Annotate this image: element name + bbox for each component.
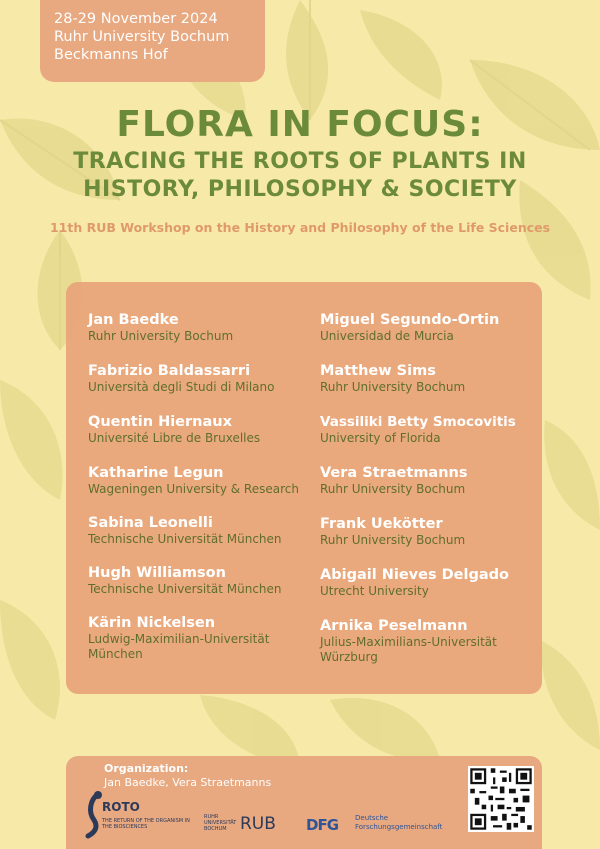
speaker-name: Fabrizio Baldassarri (88, 363, 251, 379)
workshop-name: 11th RUB Workshop on the History and Philosophy of the Life Sciences (49, 220, 551, 235)
speaker-affiliation: Università degli Studi di Milano (88, 380, 275, 394)
speaker-name: Jan Baedke (88, 312, 179, 328)
organizers: Jan Baedke, Vera Straetmanns (104, 776, 272, 789)
event-info-box (40, 0, 265, 82)
poster-subtitle (0, 148, 600, 204)
subtitle-line-2: HISTORY, PHILOSOPHY & SOCIETY (83, 177, 517, 202)
speaker-item (320, 465, 468, 497)
speaker-name: Katharine Legun (88, 465, 224, 481)
speaker-affiliation: Utrecht University (320, 584, 429, 598)
speaker-item (88, 565, 282, 597)
speaker-affiliation: Julius-Maximilians-Universität Würzburg (320, 635, 497, 664)
speaker-item (88, 414, 260, 446)
subtitle-line-1: TRACING THE ROOTS OF PLANTS IN (73, 149, 527, 174)
speaker-name: Miguel Segundo-Ortin (320, 312, 500, 328)
speaker-name: Vassiliki Betty Smocovitis (320, 414, 516, 430)
speaker-affiliation: Ruhr University Bochum (320, 533, 466, 547)
event-venue: Beckmanns Hof (54, 47, 168, 63)
speaker-affiliation: Ludwig-Maximilian-Universität München (88, 632, 270, 661)
speaker-affiliation: Technische Universität München (88, 582, 282, 596)
speaker-item (88, 312, 233, 344)
speaker-item (88, 465, 299, 497)
roto-name: ROTO (102, 800, 140, 814)
speaker-item (88, 363, 274, 395)
speaker-affiliation: Universidad de Murcia (320, 329, 454, 343)
speaker-affiliation: Wageningen University & Research (88, 482, 299, 496)
speaker-affiliation: Technische Universität München (88, 532, 282, 546)
rub-logo: RUB (240, 814, 276, 834)
speaker-name: Abigail Nieves Delgado (320, 567, 509, 583)
speaker-name: Sabina Leonelli (88, 515, 213, 531)
speaker-name: Kärin Nickelsen (88, 615, 216, 631)
speaker-name: Hugh Williamson (88, 565, 226, 581)
speaker-affiliation: Ruhr University Bochum (320, 380, 466, 394)
speaker-item (320, 312, 499, 344)
event-university: Ruhr University Bochum (54, 29, 230, 45)
organization-label: Organization: (104, 762, 189, 775)
speaker-affiliation: University of Florida (320, 431, 441, 445)
speaker-affiliation: Université Libre de Bruxelles (88, 431, 261, 445)
speaker-item (88, 515, 282, 547)
speaker-item (320, 567, 509, 599)
speaker-name: Matthew Sims (320, 363, 436, 379)
speaker-item (320, 363, 465, 395)
speaker-affiliation: Ruhr University Bochum (320, 482, 466, 496)
speaker-name: Arnika Peselmann (320, 618, 468, 634)
speaker-name: Quentin Hiernaux (88, 414, 232, 430)
dfg-name: Deutsche Forschungsgemeinschaft (355, 814, 443, 831)
speaker-item (88, 615, 293, 661)
roto-tagline: THE RETURN OF THE ORGANISM IN THE BIOSCIENCES (102, 818, 190, 830)
speaker-item (320, 618, 525, 664)
roto-logo-icon (76, 790, 186, 840)
speaker-affiliation: Ruhr University Bochum (88, 329, 234, 343)
dfg-logo: DFG (306, 816, 339, 834)
speaker-name: Frank Uekötter (320, 516, 443, 532)
rub-small-text: RUHR UNIVERSITÄT BOCHUM (204, 814, 237, 832)
event-date: 28-29 November 2024 (54, 11, 218, 27)
qr-code-icon[interactable] (468, 766, 534, 832)
speaker-item (320, 414, 516, 446)
speakers-panel (66, 282, 542, 694)
speaker-item (320, 516, 465, 548)
poster-title: FLORA IN FOCUS: (116, 104, 484, 145)
speaker-name: Vera Straetmanns (320, 465, 468, 481)
footer-box (66, 756, 542, 849)
